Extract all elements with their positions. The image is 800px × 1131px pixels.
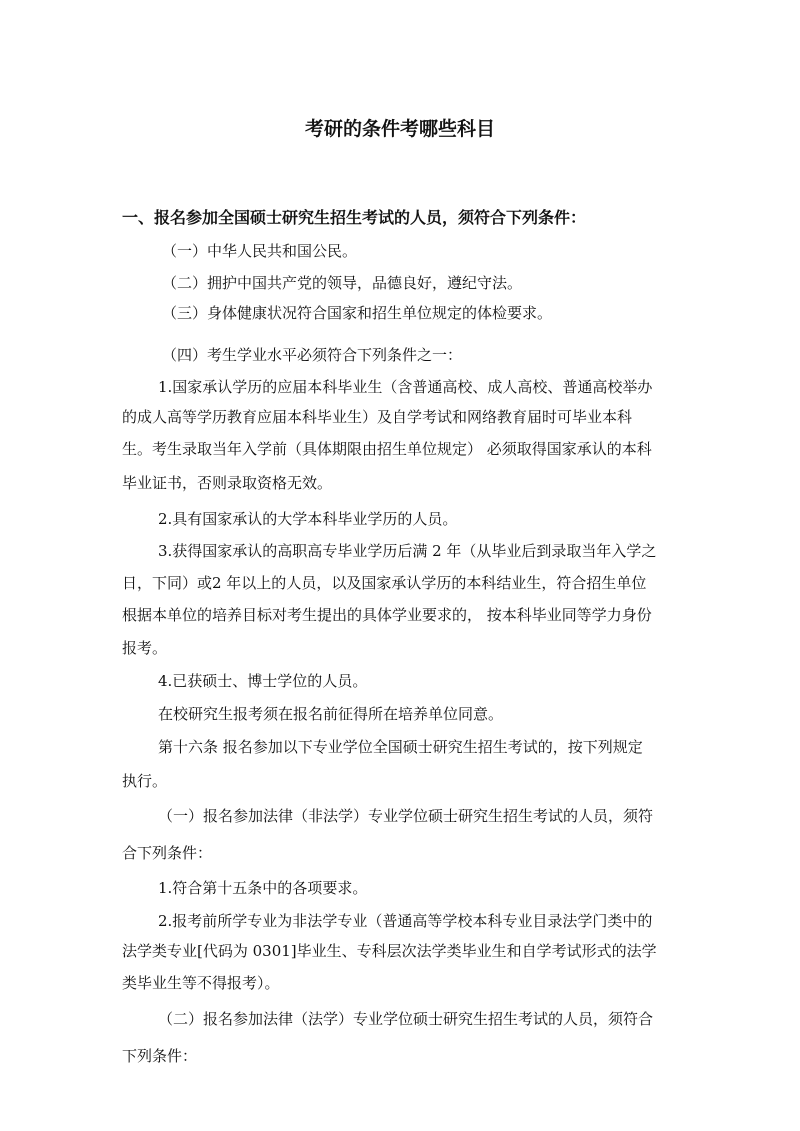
condition-line: （一）中华人民共和国公民。 [162,242,358,260]
condition-line: （三）身体健康状况符合国家和招生单位规定的体检要求。 [162,304,553,322]
body-line: 根据本单位的培养目标对考生提出的具体学业要求的， 按本科毕业同等学力身份 [122,606,652,624]
body-line: 日，下同）或2 年以上的人员，以及国家承认学历的本科结业生，符合招生单位 [122,574,647,592]
body-line: 3.获得国家承认的高职高专毕业学历后满 2 年（从毕业后到录取当年入学之 [158,542,657,560]
body-line: 生。考生录取当年入学前（具体期限由招生单位规定） 必须取得国家承认的本科 [122,440,652,458]
body-line: 2.报考前所学专业为非法学专业（普通高等学校本科专业目录法学门类中的 [158,912,653,930]
body-line: 4.已获硕士、博士学位的人员。 [158,672,368,690]
body-line: 下列条件： [122,1047,198,1065]
body-line: 的成人高等学历教育应届本科毕业生）及自学考试和网络教育届时可毕业本科 [122,408,633,426]
body-line: 法学类专业[代码为 0301]毕业生、专科层次法学类毕业生和自学考试形式的法学 [122,942,657,960]
section-heading: 一、报名参加全国硕士研究生招生考试的人员，须符合下列条件： [122,208,587,227]
condition-line: （二）拥护中国共产党的领导，品德良好，遵纪守法。 [162,274,523,292]
body-line: 在校研究生报考须在报名前征得所在培养单位同意。 [158,705,504,723]
body-line: 第十六条 报名参加以下专业学位全国硕士研究生招生考试的，按下列规定 [158,738,643,756]
body-line: 类毕业生等不得报考）。 [122,974,280,992]
body-line: 合下列条件： [122,844,213,862]
condition-line: （四）考生学业水平必须符合下列条件之一： [162,346,463,364]
body-line: （一）报名参加法律（非法学）专业学位硕士研究生招生考试的人员，须符 [158,807,654,825]
body-line: 1.国家承认学历的应届本科毕业生（含普通高校、成人高校、普通高校举办 [158,378,653,396]
body-line: 执行。 [122,772,168,790]
body-line: 2.具有国家承认的大学本科毕业学历的人员。 [158,510,458,528]
body-line: 毕业证书，否则录取资格无效。 [122,474,333,492]
body-line: 1.符合第十五条中的各项要求。 [158,879,368,897]
document-title: 考研的条件考哪些科目 [304,118,495,140]
body-line: 报考。 [122,639,168,657]
body-line: （二）报名参加法律（法学）专业学位硕士研究生招生考试的人员，须符合 [158,1010,654,1028]
